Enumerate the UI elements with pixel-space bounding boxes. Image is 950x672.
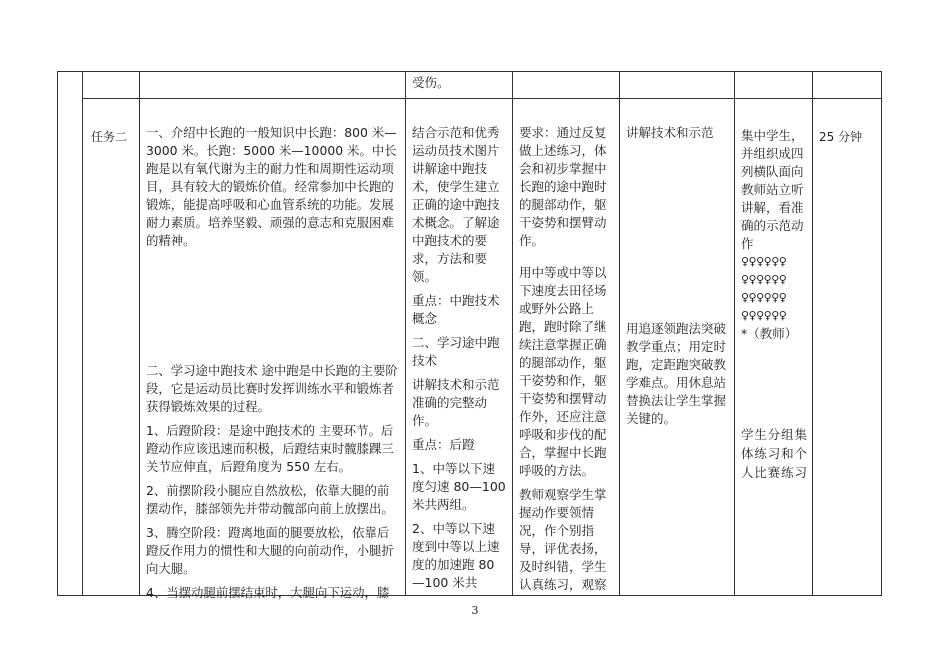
teacher-position-mark: *（教师） bbox=[741, 326, 798, 341]
col-border-content bbox=[139, 71, 140, 596]
time-cell bbox=[819, 128, 879, 146]
student-observation: 教师观察学生掌握动作要领情况，作个别指导，评优表扬，及时纠错，学生认真练习，观察 bbox=[519, 487, 607, 592]
task-label-cell bbox=[91, 128, 137, 146]
teacher-section-two: 二、学习途中跑技术 bbox=[412, 335, 500, 368]
col-border-outer-left bbox=[57, 71, 58, 596]
prev-row-text: 受伤。 bbox=[412, 75, 450, 90]
prev-row-teacher-cell bbox=[412, 74, 506, 92]
student-activity-cell bbox=[519, 124, 613, 594]
content-section-two: 二、学习途中跑技术 途中跑是中长跑的主要阶段，它是运动员比赛时发挥训练水平和锻炼者获得锻炼效果的过程。 bbox=[146, 363, 398, 414]
teacher-explain-demo: 讲解技术和示范准确的完整动作。 bbox=[412, 377, 500, 428]
teacher-drill-one: 1、中等以下速度匀速 80—100 米共两组。 bbox=[412, 461, 506, 512]
page-number: 3 bbox=[471, 604, 479, 617]
content-front-swing-phase: 2、前摆阶段小腿应自然放松，依靠大腿的前摆动作，膝部领先并带动髋部向前上放摆出。 bbox=[146, 483, 394, 516]
formation-row-4: ♀♀♀♀♀♀ bbox=[741, 309, 787, 322]
organization-group-practice: 学生分组集体练习和个人比赛练习 bbox=[741, 427, 807, 480]
col-border-task bbox=[82, 71, 83, 596]
content-push-off-phase: 1、后蹬阶段：是途中跑技术的 主要环节。后蹬动作应该迅速而积极，后蹬结束时髋膝踝三关节应伸直，后蹬角度为 550 左右。 bbox=[146, 423, 394, 474]
content-intro: 一、介绍中长跑的一般知识中长跑：800 米—3000 米。长跑：5000 米—10000 米。中长跑是以有氧代谢为主的耐力性和周期性运动项目，具有较大的锻炼价值。经常参加中长跑的锻炼，能提高呼吸和心血管系统的功能。发展耐力素质。培养坚毅、顽强的意志和克服困难的精神。 bbox=[146, 125, 397, 248]
table-top-border bbox=[57, 71, 882, 72]
method-explain-demo: 讲解技术和示范 bbox=[626, 125, 714, 140]
time-duration: 25 分钟 bbox=[819, 130, 863, 144]
organization-cell bbox=[741, 127, 807, 482]
teacher-key-point-concept: 重点：中跑技术概念 bbox=[412, 293, 500, 326]
row-divider bbox=[82, 98, 882, 99]
task-label: 任务二 bbox=[91, 130, 128, 144]
col-border-organization bbox=[734, 71, 735, 596]
teacher-drill-two: 2、中等以下速度到中等以上速度的加速跑 80—100 米共 bbox=[412, 521, 500, 590]
content-flight-phase: 3、腾空阶段：蹬离地面的腿要放松，依靠后蹬反作用力的惯性和大腿的向前动作，小腿折向大腿。 bbox=[146, 525, 394, 576]
teacher-activity-cell bbox=[412, 124, 506, 592]
teacher-demo-text: 结合示范和优秀运动员技术图片讲解途中跑技术，使学生建立正确的途中跑技术概念。了解途中跑技术的要求，方法和要领。 bbox=[412, 125, 500, 284]
content-swing-leg-end: 4、当摆动腿前摆结束时，大腿向下运动，膝 bbox=[146, 585, 390, 600]
col-border-method bbox=[619, 71, 620, 596]
col-border-teacher bbox=[405, 71, 406, 596]
method-strategy: 用追逐领跑法突破教学重点；用定时跑，定距跑突破教学难点。用休息站替换法让学生掌握关键的。 bbox=[626, 321, 727, 426]
col-border-time bbox=[812, 71, 813, 596]
formation-row-1: ♀♀♀♀♀♀ bbox=[741, 255, 787, 268]
col-border-student bbox=[512, 71, 513, 596]
col-border-outer-right bbox=[881, 71, 882, 596]
student-practice-run: 用中等或中等以下速度去田径场或野外公路上跑，跑时除了继续注意掌握正确的腿部动作，躯干姿势和作，躯干姿势和摆臂动作外，还应注意呼吸和步伐的配合，掌握中长跑呼吸的方法。 bbox=[519, 265, 607, 478]
content-cell bbox=[146, 124, 400, 602]
teacher-key-point-pushoff: 重点：后蹬 bbox=[412, 437, 475, 452]
formation-row-3: ♀♀♀♀♀♀ bbox=[741, 291, 787, 304]
student-requirement: 要求：通过反复做上述练习，体会和初步掌握中长跑的途中跑时的腿部动作，躯干姿势和摆臂动作。 bbox=[519, 125, 607, 248]
method-cell bbox=[626, 124, 728, 428]
organization-gathering: 集中学生，并组织成四列横队面向教师站立听讲解，看准确的示范动作 bbox=[741, 128, 804, 251]
formation-row-2: ♀♀♀♀♀♀ bbox=[741, 273, 787, 286]
